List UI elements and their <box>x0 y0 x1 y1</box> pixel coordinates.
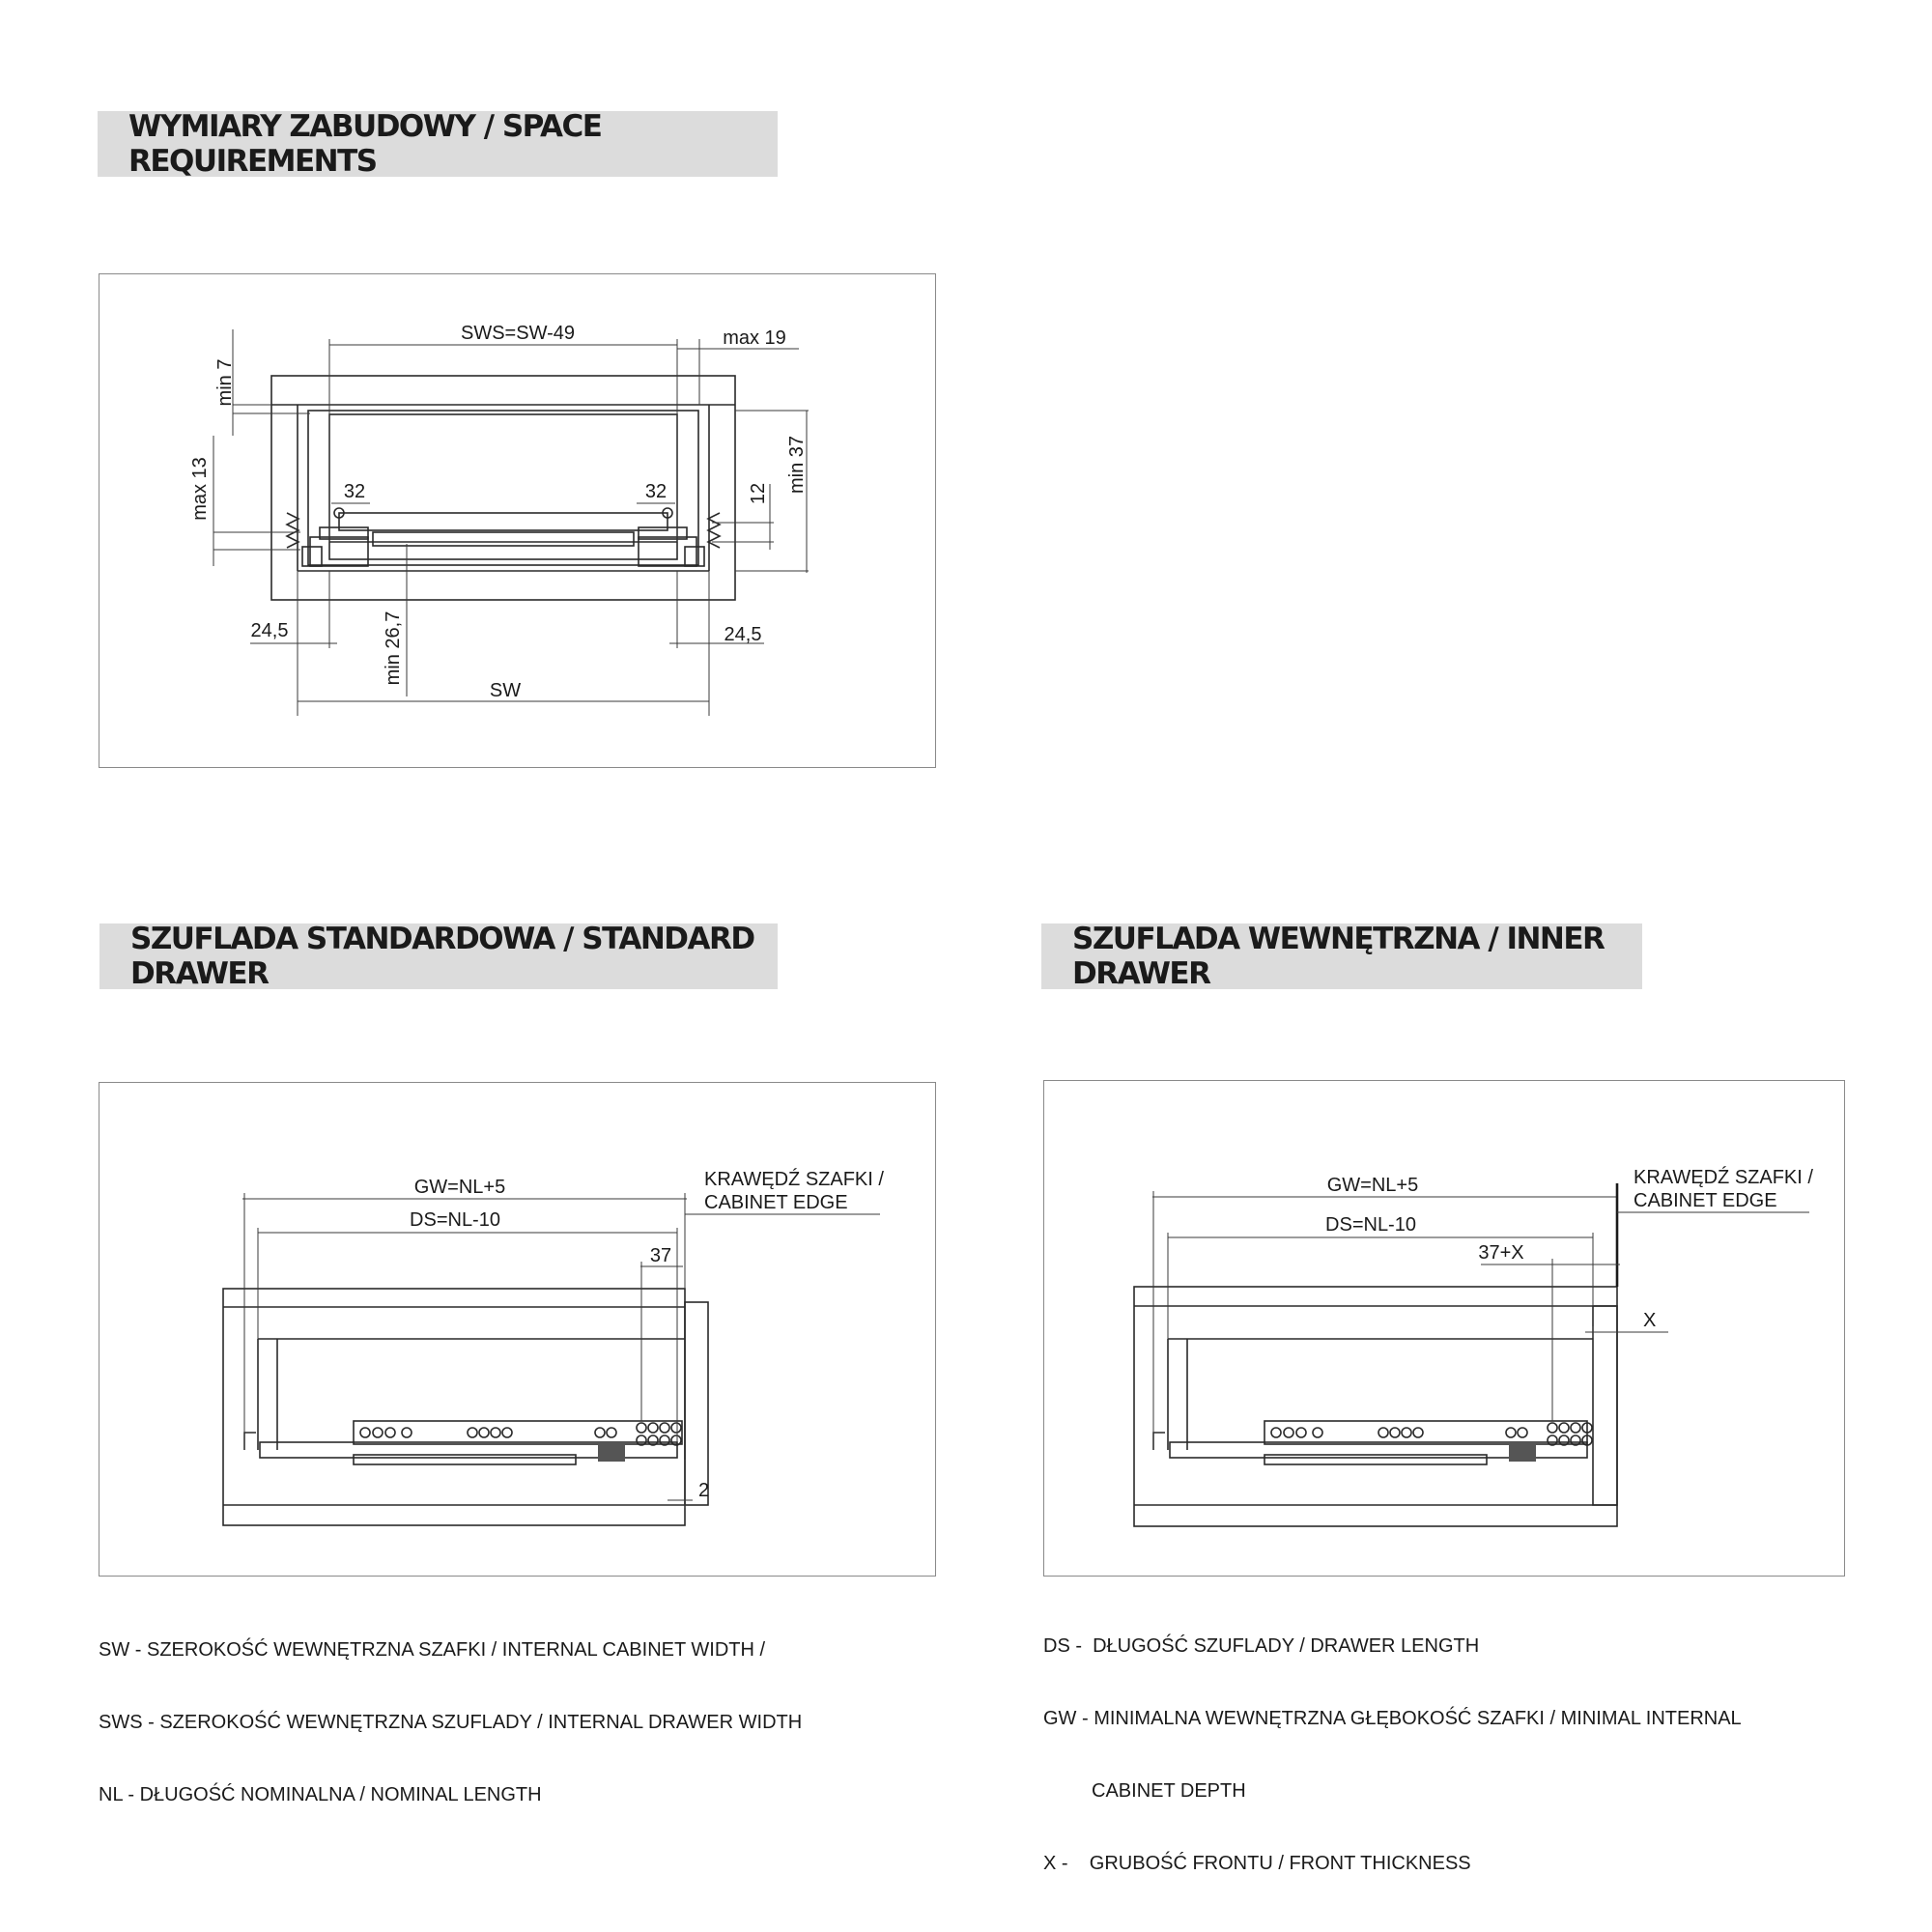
runner-right <box>639 508 720 566</box>
inner-dim-gw: GW=NL+5 <box>1326 1175 1419 1196</box>
legend-left-line: SWS - SZEROKOŚĆ WEWNĘTRZNA SZUFLADY / INTERNAL DRAWER WIDTH <box>99 1712 803 1733</box>
dim-ds: DS=NL-10 <box>410 1209 500 1231</box>
inner-runner-lock <box>1509 1442 1536 1462</box>
dim-max19: max 19 <box>723 327 786 349</box>
inner-drawer-front <box>1593 1306 1617 1505</box>
legend-right <box>1043 1586 1742 1900</box>
standard-drawer-panel <box>99 1082 936 1577</box>
dim-245-right: 24,5 <box>724 624 762 645</box>
header-space-title: WYMIARY ZABUDOWY / SPACE REQUIREMENTS <box>128 109 602 179</box>
drawer-front <box>685 1302 708 1505</box>
inner-drawer-panel <box>1043 1080 1845 1577</box>
dim-gw: GW=NL+5 <box>413 1177 506 1198</box>
runner-left <box>287 508 368 566</box>
standard-drawer-drawing <box>99 1083 937 1577</box>
dim-min267: min 26,7 <box>383 611 404 686</box>
legend-left-line: SW - SZEROKOŚĆ WEWNĘTRZNA SZAFKI / INTERNAL CABINET WIDTH / <box>99 1639 766 1661</box>
inner-cabinet-side <box>1134 1287 1617 1526</box>
inner-dim-x: X <box>1643 1310 1657 1331</box>
dim-32-right: 32 <box>644 481 668 502</box>
inner-cabinet-edge-label-2: CABINET EDGE <box>1634 1190 1777 1211</box>
dim-max13: max 13 <box>189 457 211 521</box>
legend-right-line: X - GRUBOŚĆ FRONTU / FRONT THICKNESS <box>1043 1853 1471 1874</box>
inner-dim-37x: 37+X <box>1478 1242 1524 1264</box>
dim-sw: SW <box>489 680 522 701</box>
dim-sws: SWS=SW-49 <box>461 323 575 344</box>
dim-37: 37 <box>649 1245 672 1266</box>
dim-min37: min 37 <box>786 435 808 495</box>
legend-left-line: NL - DŁUGOŚĆ NOMINALNA / NOMINAL LENGTH <box>99 1784 542 1805</box>
space-requirements-panel <box>99 273 936 768</box>
cabinet-edge-label-1: KRAWĘDŹ SZAFKI / <box>704 1169 884 1190</box>
legend-right-line: DS - DŁUGOŚĆ SZUFLADY / DRAWER LENGTH <box>1043 1635 1480 1657</box>
header-inner-title: SZUFLADA WEWNĘTRZNA / INNER DRAWER <box>1072 922 1605 991</box>
cabinet-side <box>223 1289 685 1525</box>
legend-left <box>99 1590 802 1832</box>
header-space-requirements <box>98 111 778 177</box>
dim-12: 12 <box>748 482 769 505</box>
legend-right-line: CABINET DEPTH <box>1043 1780 1246 1802</box>
legend-right-line: GW - MINIMALNA WEWNĘTRZNA GŁĘBOKOŚĆ SZAFKI / MINIMAL INTERNAL <box>1043 1708 1742 1729</box>
inner-cabinet-edge-label-1: KRAWĘDŹ SZAFKI / <box>1634 1167 1813 1188</box>
cabinet-edge-label-2: CABINET EDGE <box>704 1192 848 1213</box>
space-requirements-drawing <box>99 274 937 769</box>
dim-2: 2 <box>698 1480 710 1501</box>
dim-min7: min 7 <box>214 358 236 407</box>
dim-245-left: 24,5 <box>250 620 289 641</box>
inner-drawer-drawing <box>1044 1081 1846 1577</box>
header-standard-title: SZUFLADA STANDARDOWA / STANDARD DRAWER <box>130 922 754 991</box>
header-inner-drawer <box>1041 923 1642 989</box>
runner-lock <box>598 1442 625 1462</box>
inner-dim-ds: DS=NL-10 <box>1325 1214 1416 1236</box>
dim-32-left: 32 <box>343 481 366 502</box>
header-standard-drawer <box>99 923 778 989</box>
